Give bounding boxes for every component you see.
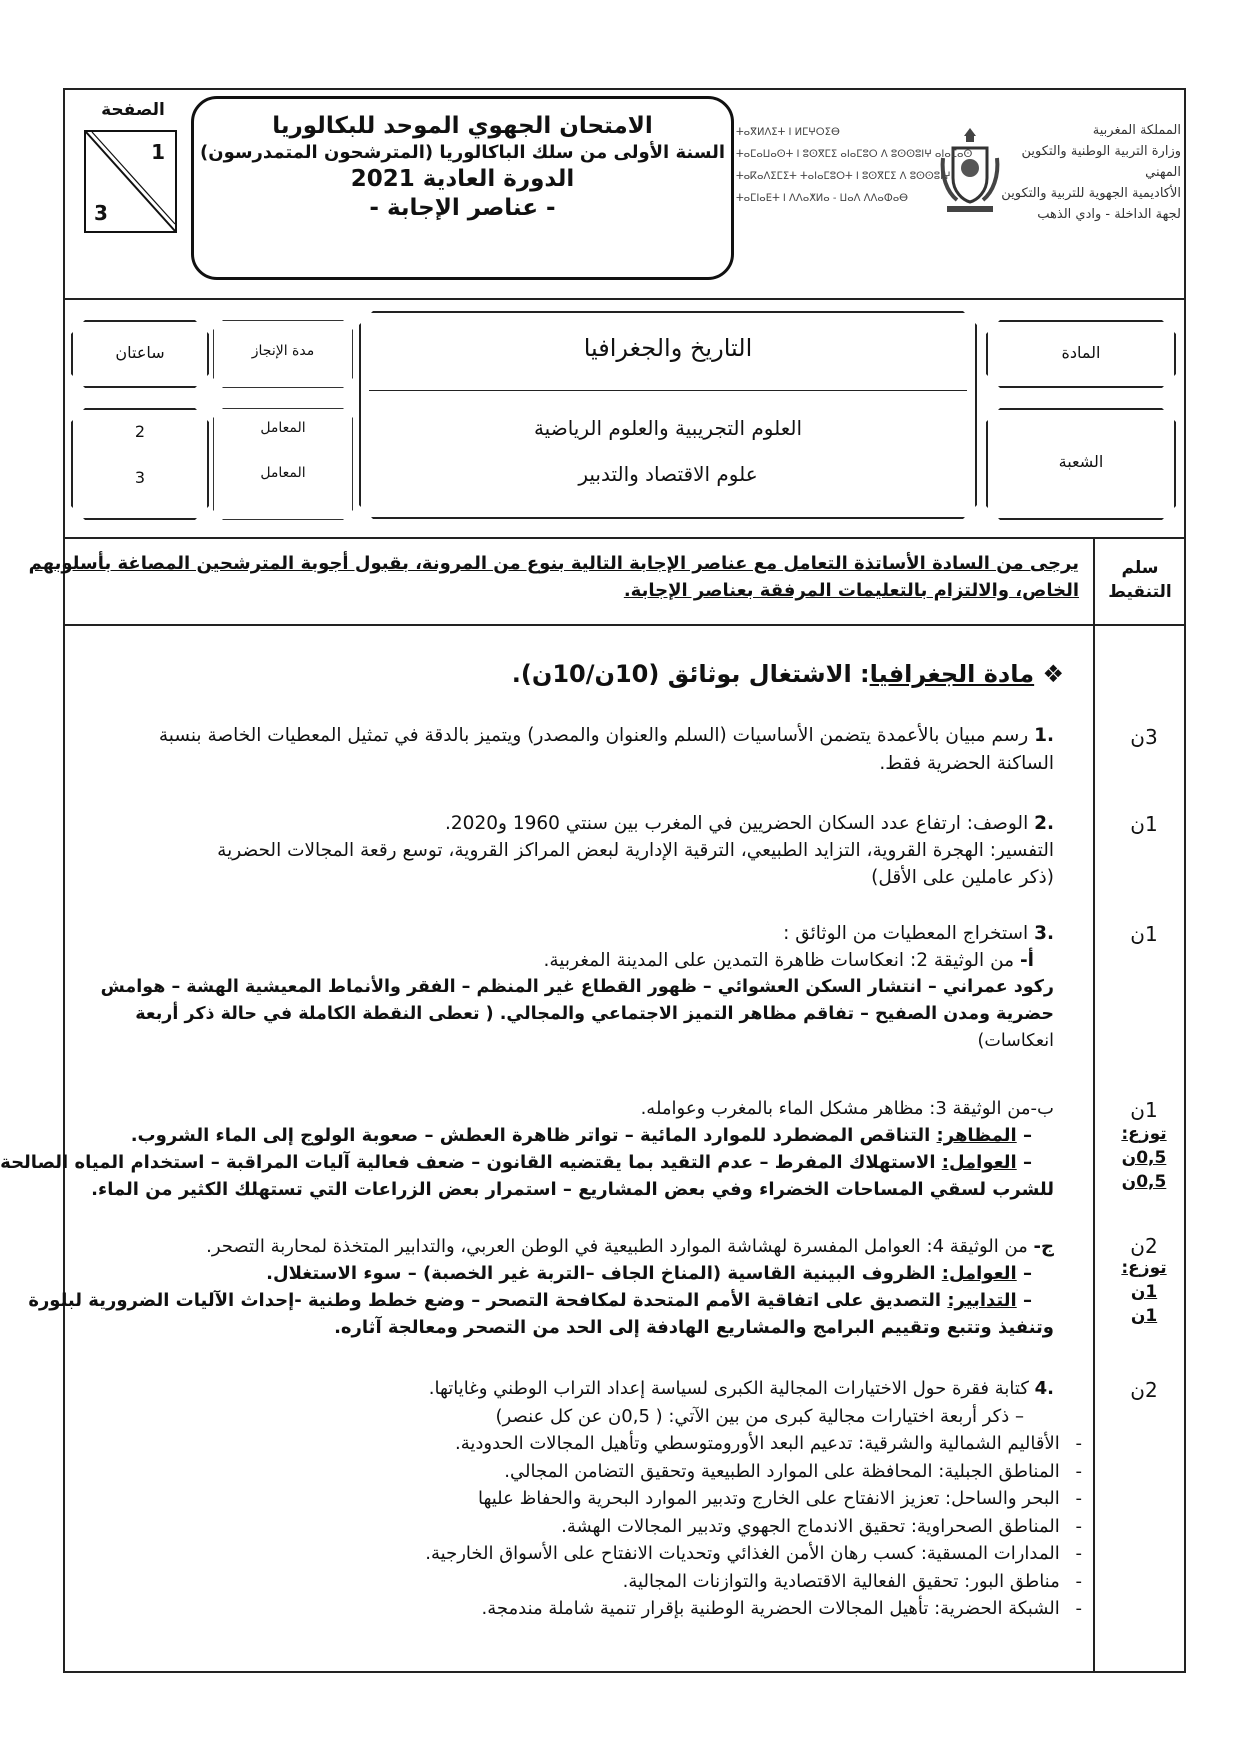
q2-line: (ذكر عاملين على الأقل) xyxy=(871,867,1054,888)
q4-score: 2ن xyxy=(1130,1378,1158,1402)
list-item-text: مناطق البور: تحقيق الفعالية الاقتصادية والتوازنات المجالية. xyxy=(622,1570,1060,1592)
info-divider xyxy=(63,537,1186,539)
instructions-line: يرجى من السادة الأساتذة التعامل مع عناصر الإجابة التالية بنوع من المرونة، بقبول أجوبة المترشحين المصاغة بأسلوبهم xyxy=(28,553,1079,574)
subject-divider xyxy=(369,390,967,391)
scale-header-line: التنقيط xyxy=(1108,582,1172,602)
section-title-rest: : الاشتغال بوثائق (10ن/10ن). xyxy=(511,660,870,688)
q3-intro: استخراج المعطيات من الوثائق : xyxy=(783,923,1029,944)
page-total: 3 xyxy=(94,201,108,225)
q3b-aspects-text: التناقص المضطرد للموارد المائية – تواتر ظاهرة العطش – صعوبة الولوج إلى الماء الشروب. xyxy=(130,1125,937,1146)
q3-number: .3 xyxy=(1034,923,1054,944)
instructions-text xyxy=(29,550,1079,604)
q3b-score: 1ن xyxy=(1130,1098,1158,1122)
q3c-factors-text: الظروف البينية القاسية (المناخ الجاف –التربة غير الخصبة) – سوء الاستغلال. xyxy=(266,1263,942,1284)
q4-block: .4 كتابة فقرة حول الاختيارات المجالية الكبرى لسياسة إعداد التراب الوطني وغاياتها. – ذكر أربعة اختيارات مجالية كبرى من بين الآتي: ( 0,5ن عن كل عنصر) xyxy=(428,1378,1054,1427)
subject-value: التاريخ والجغرافيا xyxy=(583,334,753,362)
q3b-line: للشرب لسقي المساحات الخضراء وفي بعض المشاريع – استمرار بعض الزراعات التي تستهلك الكثير من الماء. xyxy=(91,1179,1054,1200)
q3c-line: وتنفيذ وتتبع وتقييم البرامج والمشاريع الهادفة إلى الحد من التصحر ومعالجة آثاره. xyxy=(334,1317,1054,1338)
list-item: - المدارات المسقية: كسب رهان الأمن الغذائي وتحديات الانفتاح على الأسواق الخارجية. xyxy=(425,1543,1082,1564)
list-item-text: المدارات المسقية: كسب رهان الأمن الغذائي وتحديات الانفتاح على الأسواق الخارجية. xyxy=(425,1543,1060,1564)
q3c-distribution-label: توزع: xyxy=(1121,1258,1167,1278)
q3b-subscore-2: 0,5ن xyxy=(1121,1172,1167,1192)
exam-title: الامتحان الجهوي الموحد للبكالوريا xyxy=(272,113,653,139)
ministry-line: وزارة التربية الوطنية والتكوين المهني xyxy=(1021,144,1181,180)
duration-value: ساعتان xyxy=(115,343,165,362)
tifinagh-line: ⵜⴰⵎⵏⴰⴹⵜ ⵏ ⴷⴷⴰⵅⵍⴰ - ⵡⴰⴷ ⴷⴷⴰⵀⴰⴱ xyxy=(736,193,909,204)
q1-line: رسم مبيان بالأعمدة يتضمن الأساسيات (السلم والعنوان والمصدر) ويتميز بالدقة في تمثيل المعطيات الخاصة بنسبة xyxy=(158,725,1029,746)
coefficient-label-1: المعامل xyxy=(260,420,306,436)
q3b-subscore-1: 0,5ن xyxy=(1121,1148,1167,1168)
q3b-block: ب-من الوثيقة 3: مظاهر مشكل الماء بالمغرب وعوامله. – المظاهر: التناقص المضطرد للموارد المائية – تواتر ظاهرة العطش – صعوبة الولوج إلى الماء الشروب. – العوامل: الاستهلاك المفرط – عدم التقيد بما يقتضيه القانون – ضعف فعالية آليات المراقبة – استخدام المياه الصالحة للشرب لسقي المساحات الخضراء وفي بعض المشاريع – استمرار بعض الزراعات التي تستهلك الكثير من الماء. xyxy=(0,1095,1054,1203)
list-item-text: المناطق الجبلية: المحافظة على الموارد الطبيعية وتحقيق التضامن المجالي. xyxy=(504,1460,1060,1482)
ministry-tifinagh xyxy=(736,122,973,210)
branch-label: الشعبة xyxy=(1058,452,1104,471)
list-item: - المناطق الجبلية: المحافظة على الموارد الطبيعية وتحقيق التضامن المجالي. xyxy=(504,1460,1082,1482)
q1-score: 3ن xyxy=(1130,725,1158,749)
section-bullet-icon: ❖ xyxy=(1042,660,1064,688)
q3c-label: ج- xyxy=(1033,1236,1054,1257)
list-item: - الشبكة الحضرية: تأهيل المجالات الحضرية الوطنية بإقرار تنمية شاملة مندمجة. xyxy=(481,1598,1082,1619)
list-item-text: الأقاليم الشمالية والشرقية: تدعيم البعد الأورومتوسطي وتأهيل المجالات الحدودية. xyxy=(455,1433,1060,1454)
subject-label: المادة xyxy=(1061,343,1101,362)
q2-number: .2 xyxy=(1034,813,1054,834)
q3a-line: ركود عمراني – انتشار السكن العشوائي – ظهور القطاع غير المنظم – الفقر والأنماط المعيشية الهشة – هوامش xyxy=(100,977,1054,997)
q3c-measures-text: التصديق على اتفاقية الأمم المتحدة لمكافحة التصحر – وضع خطط وطنية -إحداث الآليات الضرورية لبلورة xyxy=(28,1290,948,1311)
q4-intro: كتابة فقرة حول الاختيارات المجالية الكبرى لسياسة إعداد التراب الوطني وغاياتها. xyxy=(428,1378,1029,1399)
q3c-block: ج- من الوثيقة 4: العوامل المفسرة لهشاشة الموارد الطبيعية في الوطن العربي، والتدابير المتخذة لمحاربة التصحر. – العوامل: الظروف البينية القاسية (المناخ الجاف –التربة غير الخصبة) – سوء الاستغلال. – التدابير: التصديق على اتفاقية الأمم المتحدة لمكافحة التصحر – وضع خطط وطنية -إحداث الآليات الضرورية لبلورة وتنفيذ وتتبع وتقييم البرامج والمشاريع الهادفة إلى الحد من التصحر ومعالجة آثاره. xyxy=(28,1233,1054,1341)
tifinagh-line: ⵜⴰⴳⵍⴷⵉⵜ ⵏ ⵍⵎⵖⵔⵉⴱ xyxy=(736,127,840,138)
list-item: - المناطق الصحراوية: تحقيق الاندماج الجهوي وتدبير المجالات الهشة. xyxy=(561,1515,1082,1537)
q3c-subscore-2: 1ن xyxy=(1130,1306,1158,1326)
q1-line: الساكنة الحضرية فقط. xyxy=(879,753,1054,774)
instructions-line: الخاص، والالتزام بالتعليمات المرفقة بعناصر الإجابة. xyxy=(623,580,1079,601)
q1-number: .1 xyxy=(1034,725,1054,746)
ministry-line: المملكة المغربية xyxy=(1092,123,1181,138)
exam-title-box xyxy=(191,96,734,280)
q3c-subscore-1: 1ن xyxy=(1130,1282,1158,1302)
q3-block xyxy=(101,920,1054,1055)
branch-value-1: العلوم التجريبية والعلوم الرياضية xyxy=(533,416,803,440)
q3b-factors-label: العوامل: xyxy=(941,1152,1017,1173)
page-number: 1 xyxy=(151,140,165,164)
page-label: الصفحة xyxy=(101,100,165,120)
branch-value-2: علوم الاقتصاد والتدبير xyxy=(578,462,758,486)
section-title xyxy=(512,660,1064,688)
ministry-arabic xyxy=(1001,120,1181,225)
scale-header-line: سلم xyxy=(1121,558,1159,578)
tifinagh-line: ⵜⴰⵎⴰⵡⴰⵙⵜ ⵏ ⵓⵙⴳⵎⵉ ⴰⵏⴰⵎⵓⵔ ⴷ ⵓⵙⵙⵓⵏⵖ ⴰⵏⴰⵎⴰⵙ xyxy=(736,149,973,160)
answer-key-label: - عناصر الإجابة - xyxy=(369,195,556,221)
q3a-line: انعكاسات) xyxy=(977,1031,1054,1051)
exam-level: السنة الأولى من سلك الباكالوريا (المترشحون المتمدرسون) xyxy=(199,142,725,163)
duration-label: مدة الإنجاز xyxy=(251,343,315,359)
scale-header xyxy=(1095,556,1185,604)
q3c-score: 2ن xyxy=(1130,1234,1158,1258)
list-item: - مناطق البور: تحقيق الفعالية الاقتصادية والتوازنات المجالية. xyxy=(622,1570,1082,1592)
q2-score: 1ن xyxy=(1130,812,1158,836)
score-column-divider xyxy=(1093,537,1095,1673)
section-title-subject: مادة الجغرافيا xyxy=(869,660,1035,688)
q4-note: ذكر أربعة اختيارات مجالية كبرى من بين الآتي: ( 0,5ن عن كل عنصر) xyxy=(495,1405,1010,1427)
exam-session: الدورة العادية 2021 xyxy=(350,166,575,192)
q3b-factors-text: الاستهلاك المفرط – عدم التقيد بما يقتضيه القانون – ضعف فعالية آليات المراقبة – استخدام المياه الصالحة xyxy=(0,1152,942,1173)
coefficient-value-2: 3 xyxy=(134,468,146,487)
coefficient-label-2: المعامل xyxy=(260,465,306,481)
q3a-title: من الوثيقة 2: انعكاسات ظاهرة التمدين على المدينة المغربية. xyxy=(543,950,1015,971)
q3-score: 1ن xyxy=(1130,922,1158,946)
header-divider xyxy=(63,298,1186,300)
q1-block xyxy=(159,722,1054,778)
q3a-line: حضرية ومدن الصفيح – تفاقم مظاهر التميز الاجتماعي والمجالي. ( تعطى النقطة الكاملة في حالة ذكر أربعة xyxy=(135,1004,1054,1024)
ministry-line: الأكاديمية الجهوية للتربية والتكوين xyxy=(1001,186,1181,201)
q2-line: الوصف: ارتفاع عدد السكان الحضريين في المغرب بين سنتي 1960 و2020. xyxy=(445,813,1029,834)
q3c-title: من الوثيقة 4: العوامل المفسرة لهشاشة الموارد الطبيعية في الوطن العربي، والتدابير المتخذة لمحاربة التصحر. xyxy=(206,1236,1028,1257)
q2-line: التفسير: الهجرة القروية، التزايد الطبيعي، الترقية الإدارية لبعض المراكز القروية، توسع رقعة المجالات الحضرية xyxy=(217,840,1054,861)
list-item: - البحر والساحل: تعزيز الانفتاح على الخارج وتدبير الموارد البحرية والحفاظ عليها xyxy=(477,1488,1082,1509)
coefficient-value-1: 2 xyxy=(134,422,146,441)
q3c-factors-label: العوامل: xyxy=(941,1263,1017,1284)
q4-list xyxy=(425,1430,1082,1623)
list-item-text: المناطق الصحراوية: تحقيق الاندماج الجهوي وتدبير المجالات الهشة. xyxy=(561,1515,1060,1537)
page-number-box xyxy=(84,130,177,233)
list-item-text: الشبكة الحضرية: تأهيل المجالات الحضرية الوطنية بإقرار تنمية شاملة مندمجة. xyxy=(481,1598,1060,1619)
q3b-distribution-label: توزع: xyxy=(1121,1124,1167,1144)
instructions-divider xyxy=(63,624,1186,626)
q3b-title: ب-من الوثيقة 3: مظاهر مشكل الماء بالمغرب وعوامله. xyxy=(640,1098,1054,1119)
q3b-aspects-label: المظاهر: xyxy=(936,1125,1017,1146)
list-item: - الأقاليم الشمالية والشرقية: تدعيم البعد الأورومتوسطي وتأهيل المجالات الحدودية. xyxy=(455,1433,1082,1454)
q2-block xyxy=(217,810,1054,891)
list-item-text: البحر والساحل: تعزيز الانفتاح على الخارج وتدبير الموارد البحرية والحفاظ عليها xyxy=(477,1488,1060,1509)
q3c-measures-label: التدابير: xyxy=(947,1290,1017,1311)
ministry-line: لجهة الداخلة - وادي الذهب xyxy=(1037,207,1181,222)
q4-number: .4 xyxy=(1034,1378,1054,1399)
tifinagh-line: ⵜⴰⴽⴰⴷⵉⵎⵉⵜ ⵜⴰⵏⴰⵎⵓⵔⵜ ⵏ ⵓⵙⴳⵎⵉ ⴷ ⵓⵙⵙⵓⵏⵖ xyxy=(736,171,951,182)
q3a-label: أ- xyxy=(1019,950,1034,971)
